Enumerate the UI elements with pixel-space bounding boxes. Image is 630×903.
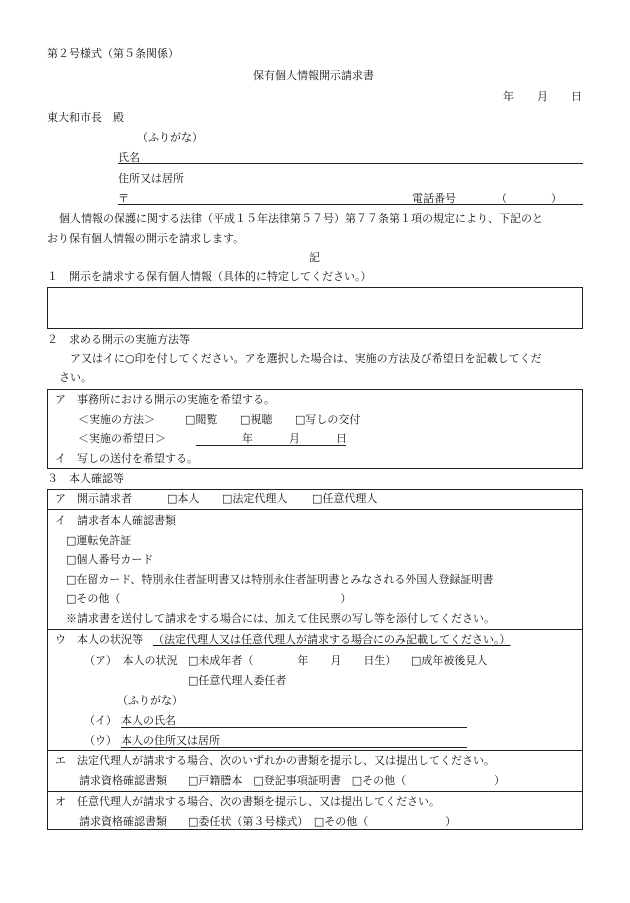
principal-address-field[interactable] xyxy=(121,747,467,748)
id-doc-residence-card-checkbox[interactable]: □在留カード、特別永住者証明書又は特別永住者証明書とみなされる外国人登録証明書 xyxy=(66,573,494,586)
intro-line-2: おり保有個人情報の開示を請求します。 xyxy=(47,232,245,245)
section3-heading: ３ 本人確認等 xyxy=(47,472,124,485)
method-watch-checkbox[interactable]: □視聴 xyxy=(240,413,273,426)
requester-voluntary-agent-checkbox[interactable]: □任意代理人 xyxy=(312,492,378,505)
requester-legal-agent-checkbox[interactable]: □法定代理人 xyxy=(222,492,288,505)
date-month-label: 月 xyxy=(537,90,548,103)
requester-label: ア 開示請求者 xyxy=(55,492,132,505)
voluntary-agent-qualification-label: 請求資格確認書類 xyxy=(79,815,167,828)
section1-heading: １ 開示を請求する保有個人情報（具体的に特定してください。） xyxy=(47,270,372,283)
section3-divider-e xyxy=(47,791,583,792)
postal-mark: 〒 xyxy=(118,192,129,205)
desired-date-field[interactable] xyxy=(196,445,346,446)
desired-date-year: 年 xyxy=(242,432,253,445)
principal-minor-checkbox[interactable]: □未成年者（ 年 月 日生） xyxy=(188,654,397,667)
method-view-checkbox[interactable]: □閲覧 xyxy=(185,413,218,426)
principal-address-label: 本人の住所又は居所 xyxy=(121,734,220,747)
legal-agent-docs-label: エ 法定代理人が請求する場合、次のいずれかの書類を提示し、又は提出してください。 xyxy=(55,754,495,767)
principal-status-a-label: （ア） 本人の状況 xyxy=(84,654,178,667)
desired-date-label: ＜実施の希望日＞ xyxy=(78,432,166,445)
id-docs-label: イ 請求者本人確認書類 xyxy=(55,514,176,527)
section2-heading: ２ 求める開示の実施方法等 xyxy=(47,333,190,346)
option-a-office[interactable]: ア 事務所における開示の実施を希望する。 xyxy=(55,393,275,406)
page-title: 保有個人情報開示請求書 xyxy=(253,69,374,82)
id-docs-note: ※請求書を送付して請求をする場合には、加えて住民票の写し等を添付してください。 xyxy=(66,612,495,625)
ki-label: 記 xyxy=(309,251,320,264)
addressee: 東大和市長 殿 xyxy=(47,111,124,124)
principal-furigana-label: （ふりがな） xyxy=(117,694,183,707)
requester-self-checkbox[interactable]: □本人 xyxy=(167,492,200,505)
id-doc-other-checkbox[interactable]: □その他（ ） xyxy=(66,592,352,605)
phone-label: 電話番号 xyxy=(412,192,456,205)
applicant-address-field[interactable] xyxy=(118,204,583,205)
voluntary-agent-docs-checkboxes[interactable]: □委任状（第３号様式） □その他（ ） xyxy=(188,815,457,828)
id-doc-license-checkbox[interactable]: □運転免許証 xyxy=(66,534,132,547)
phone-paren: （ ） xyxy=(496,192,562,205)
section3-divider-i xyxy=(47,629,583,630)
date-day-label: 日 xyxy=(571,90,582,103)
principal-status-note: （法定代理人又は任意代理人が請求する場合にのみ記載してください。） xyxy=(153,633,511,646)
principal-name-marker: （イ） xyxy=(84,714,117,727)
method-label: ＜実施の方法＞ xyxy=(78,413,155,426)
principal-status-label: ウ 本人の状況等 xyxy=(55,633,143,646)
option-i-mail[interactable]: イ 写しの送付を希望する。 xyxy=(55,452,198,465)
legal-agent-docs-checkboxes[interactable]: □戸籍謄本 □登記事項証明書 □その他（ ） xyxy=(188,774,506,787)
desired-date-month: 月 xyxy=(289,432,300,445)
principal-delegator-checkbox[interactable]: □任意代理人委任者 xyxy=(188,674,287,687)
section2-instruction-1: ア又はイに○印を付してください。アを選択した場合は、実施の方法及び希望日を記載してくだ xyxy=(70,352,542,365)
method-copy-checkbox[interactable]: □写しの交付 xyxy=(295,413,361,426)
id-doc-mynumber-checkbox[interactable]: □個人番号カード xyxy=(66,553,154,566)
voluntary-agent-docs-label: オ 任意代理人が請求する場合、次の書類を提示し、又は提出してください。 xyxy=(55,795,440,808)
desired-date-day: 日 xyxy=(336,432,347,445)
section3-divider-a xyxy=(47,509,583,510)
date-year-label: 年 xyxy=(503,90,514,103)
applicant-furigana-label: （ふりがな） xyxy=(137,131,203,144)
principal-adult-ward-checkbox[interactable]: □成年被後見人 xyxy=(411,654,488,667)
principal-name-label: 本人の氏名 xyxy=(121,714,176,727)
principal-address-marker: （ウ） xyxy=(84,734,117,747)
form-number: 第２号様式（第５条関係） xyxy=(47,47,179,60)
applicant-name-field[interactable] xyxy=(118,163,583,164)
legal-agent-qualification-label: 請求資格確認書類 xyxy=(79,774,167,787)
applicant-address-label: 住所又は居所 xyxy=(118,172,184,185)
section2-instruction-2: さい。 xyxy=(59,371,92,384)
principal-name-field[interactable] xyxy=(121,727,467,728)
section1-info-box[interactable] xyxy=(47,287,583,329)
intro-line-1: 個人情報の保護に関する法律（平成１５年法律第５７号）第７７条第１項の規定により、下記のと xyxy=(59,212,543,225)
applicant-name-label: 氏名 xyxy=(118,151,140,164)
section3-divider-u xyxy=(47,750,583,751)
